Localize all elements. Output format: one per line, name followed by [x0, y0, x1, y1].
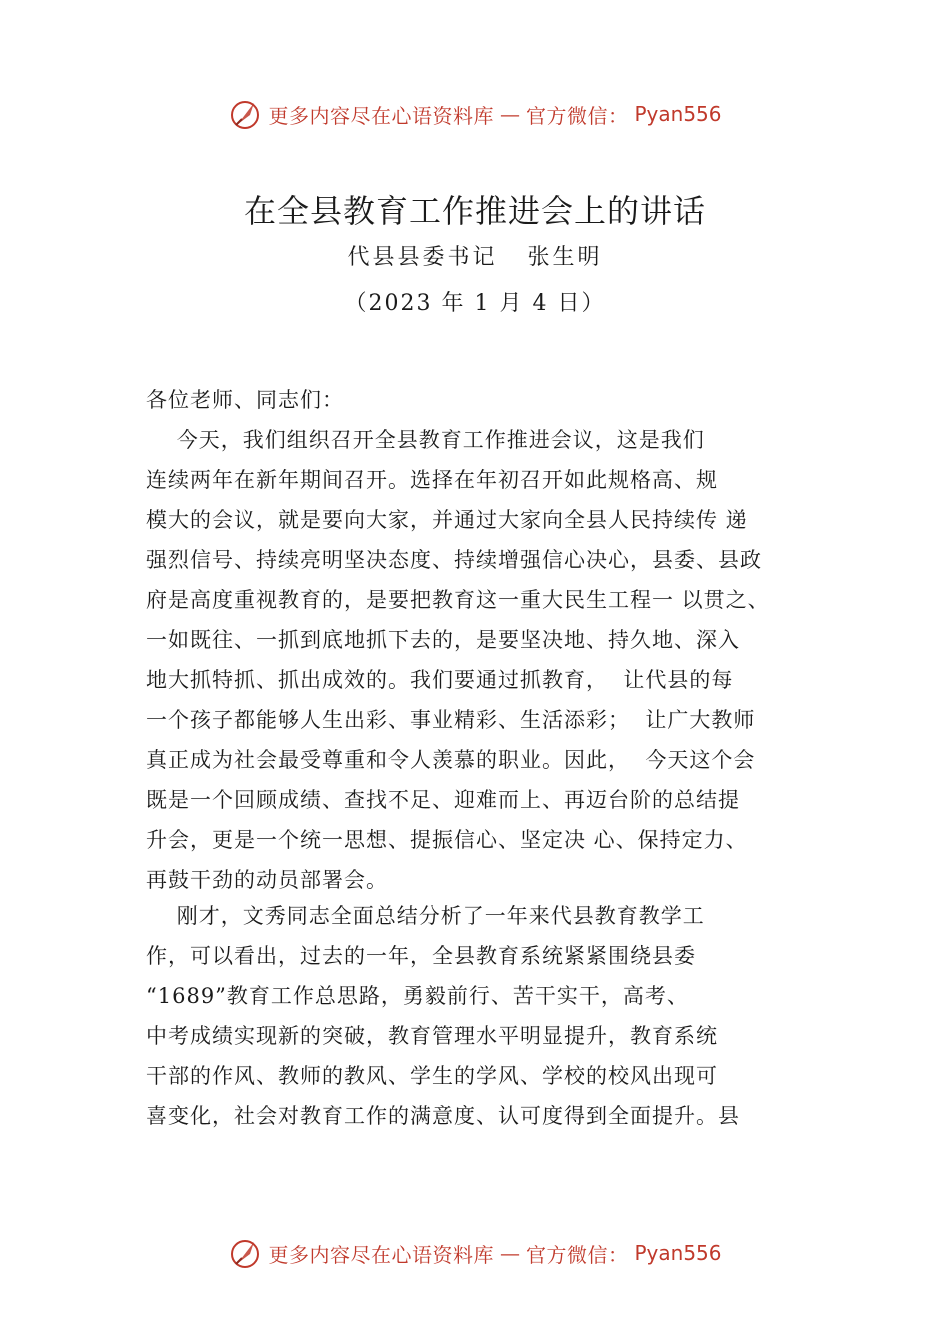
text-line: 再鼓干劲的动员部署会。 [146, 868, 388, 892]
text-line: 模大的会议，就是要向大家，并通过大家向全县人民持续传 递 [146, 508, 748, 532]
text-line: 真正成为社会最受尊重和令人羡慕的职业。因此， 今天这个会 [146, 748, 756, 772]
text-line: 既是一个回顾成绩、查找不足、迎难而上、再迈台阶的总结提 [146, 788, 740, 812]
banner-text: 更多内容尽在心语资料库 [268, 1242, 494, 1267]
text-line: 中考成绩实现新的突破，教育管理水平明显提升，教育系统 [146, 1024, 718, 1048]
text-line: 干部的作风、教师的教风、学生的学风、学校的校风出现可 [146, 1064, 718, 1088]
text-line: “1689”教育工作总思路，勇毅前行、苦干实干，高考、 [146, 984, 689, 1008]
banner-dash: — [499, 1241, 520, 1265]
text-line: 升会，更是一个统一思想、提振信心、坚定决 心、保持定力、 [146, 828, 748, 852]
banner-wechat-id: Pyan556 [634, 102, 722, 126]
text-line: 连续两年在新年期间召开。选择在年初召开如此规格高、规 [146, 468, 718, 492]
text-line: 地大抓特抓、抓出成效的。我们要通过抓教育， 让代县的每 [146, 668, 734, 692]
text-line: 刚才，文秀同志全面总结分析了一年来代县教育教学工 [146, 904, 705, 928]
paragraph-2 [146, 896, 836, 1136]
header-banner [0, 94, 950, 134]
banner-text: 更多内容尽在心语资料库 [268, 103, 494, 128]
text-line: 强烈信号、持续亮明坚决态度、持续增强信心决心，县委、县政 [146, 548, 762, 572]
banner-wechat-label: 官方微信： [525, 103, 629, 128]
paragraph-1 [146, 420, 836, 900]
text-line: 喜变化，社会对教育工作的满意度、认可度得到全面提升。县 [146, 1104, 740, 1128]
quill-logo-icon [228, 1236, 262, 1270]
banner-wechat-label: 官方微信： [525, 1242, 629, 1267]
document-date: （2023 年 1 月 4 日） [344, 291, 606, 316]
text-line: 今天，我们组织召开全县教育工作推进会议，这是我们 [146, 428, 705, 452]
quill-logo-icon [228, 97, 262, 131]
banner-wechat-id: Pyan556 [634, 1241, 722, 1265]
document-title: 在全县教育工作推进会上的讲话 [243, 192, 706, 230]
footer-banner [0, 1233, 950, 1273]
text-line: 一个孩子都能够人生出彩、事业精彩、生活添彩； 让广大教师 [146, 708, 756, 732]
text-line: 府是高度重视教育的，是要把教育这一重大民生工程一 以贯之、 [146, 588, 770, 612]
document-author: 代县县委书记 张生明 [347, 245, 603, 270]
text-line: 一如既往、一抓到底地抓下去的，是要坚决地、持久地、深入 [146, 628, 740, 652]
salutation: 各位老师、同志们： [146, 388, 344, 412]
text-line: 作，可以看出，过去的一年，全县教育系统紧紧围绕县委 [146, 944, 696, 968]
banner-dash: — [499, 102, 520, 126]
